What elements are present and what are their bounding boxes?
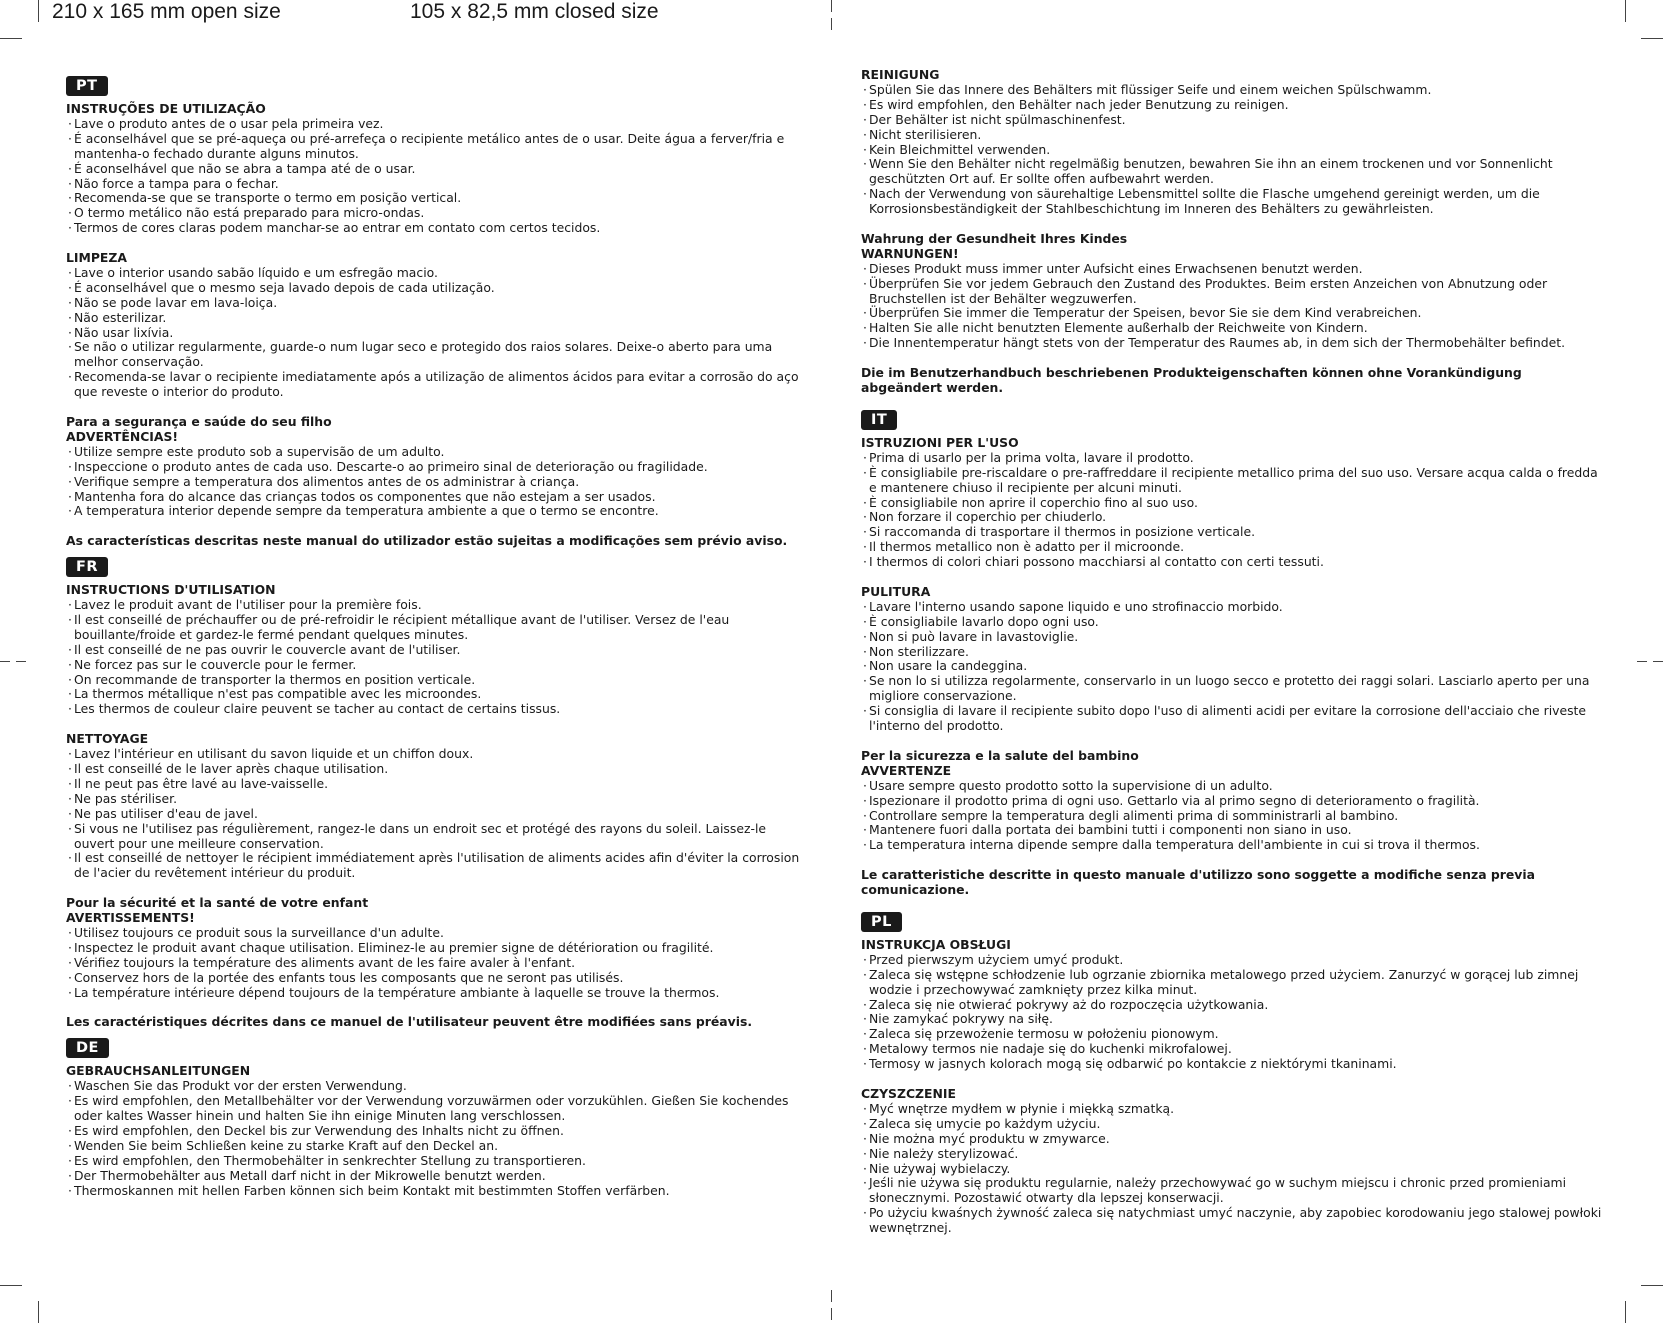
- cleaning-title: CZYSZCZENIE: [861, 1086, 956, 1101]
- cleaning-list: [861, 1102, 1606, 1236]
- list-item: · Es wird empfohlen, den Deckel bis zur Verwendung des Inhalts nicht zu öffnen.: [66, 1124, 806, 1139]
- list-item: · Recomenda-se que se transporte o termo em posição vertical.: [66, 191, 806, 206]
- instructions-title: ISTRUZIONI PER L'USO: [861, 434, 1019, 450]
- instructions-list: [66, 1079, 806, 1198]
- safety-title: Pour la sécurité et la santé de votre enfant: [66, 895, 369, 911]
- list-item: · La température intérieure dépend toujours de la température ambiante à laquelle se trouve la thermos.: [66, 986, 806, 1001]
- list-item: · A temperatura interior depende sempre da temperatura ambiente a que o termo se encontre.: [66, 504, 806, 519]
- fold-mark: [1653, 661, 1663, 662]
- instructions-title: INSTRUÇÕES DE UTILIZAÇÃO: [66, 101, 266, 116]
- list-item: · Non forzare il coperchio per chiuderlo.: [861, 510, 1606, 525]
- list-item: · Nie zamykać pokrywy na siłę.: [861, 1012, 1606, 1027]
- list-item: · Lave o produto antes de o usar pela primeira vez.: [66, 117, 806, 132]
- list-item: · Nie można myć produktu w zmywarce.: [861, 1132, 1606, 1147]
- list-item: · Il est conseillé de ne pas ouvrir le couvercle avant de l'utiliser.: [66, 643, 806, 658]
- fold-mark: [1637, 661, 1647, 662]
- list-item: · Kein Bleichmittel verwenden.: [861, 143, 1606, 158]
- instructions-list: [861, 451, 1606, 570]
- list-item: · Il thermos metallico non è adatto per il microonde.: [861, 540, 1606, 555]
- list-item: · Usare sempre questo prodotto sotto la supervisione di un adulto.: [861, 779, 1606, 794]
- crop-mark: [1641, 1285, 1663, 1286]
- list-item: · Ne pas stériliser.: [66, 792, 806, 807]
- list-item: · Non usare la candeggina.: [861, 659, 1606, 674]
- cleaning-list: [861, 83, 1606, 217]
- section-de-continued: [861, 68, 1606, 396]
- list-item: · Ispezionare il prodotto prima di ogni uso. Gettarlo via al primo segno di deterioramento o fragilità.: [861, 794, 1606, 809]
- list-item: · Nicht sterilisieren.: [861, 128, 1606, 143]
- section-pl: [861, 898, 1606, 1236]
- disclaimer-note: As características descritas neste manual do utilizador estão sujeitas a modificações sem prévio aviso.: [66, 533, 788, 549]
- list-item: · Si raccomanda di trasportare il thermos in posizione verticale.: [861, 525, 1606, 540]
- list-item: · Zaleca się przewożenie termosu w położeniu pionowym.: [861, 1027, 1606, 1042]
- list-item: · On recommande de transporter la thermos en position verticale.: [66, 673, 806, 688]
- instructions-list: [66, 117, 806, 236]
- list-item: · Verifique sempre a temperatura dos alimentos antes de os administrar à criança.: [66, 475, 806, 490]
- warnings-list: [861, 779, 1606, 854]
- list-item: · Se não o utilizar regularmente, guarde-o num lugar seco e protegido dos raios solares. Deixe-o aberto para uma melhor conservação.: [66, 340, 806, 370]
- language-badge-fr: FR: [66, 557, 108, 577]
- instructions-list: [861, 953, 1606, 1072]
- list-item: · I thermos di colori chiari possono macchiarsi al contatto con certi tessuti.: [861, 555, 1606, 570]
- list-item: · Waschen Sie das Produkt vor der ersten Verwendung.: [66, 1079, 806, 1094]
- list-item: · É aconselhável que se pré-aqueça ou pré-arrefeça o recipiente metálico antes de o usar. Deite água a ferver/fria e mantenha-o fechado durante alguns minutos.: [66, 132, 806, 162]
- list-item: · Zaleca się nie otwierać pokrywy aż do rozpoczęcia użytkowania.: [861, 998, 1606, 1013]
- fold-mark: [831, 18, 832, 30]
- language-badge-de: DE: [66, 1038, 109, 1058]
- list-item: · Inspeccione o produto antes de cada uso. Descarte-o ao primeiro sinal de deterioração ou fragilidade.: [66, 460, 806, 475]
- section-fr: [66, 549, 806, 1030]
- instructions-title: INSTRUCTIONS D'UTILISATION: [66, 582, 276, 598]
- crop-mark: [1625, 0, 1626, 22]
- list-item: · La temperatura interna dipende sempre dalla temperatura dell'ambiente in cui si trova il thermos.: [861, 838, 1606, 853]
- cleaning-title: PULITURA: [861, 583, 931, 599]
- list-item: · Il ne peut pas être lavé au lave-vaisselle.: [66, 777, 806, 792]
- cleaning-list: [861, 600, 1606, 734]
- crop-mark: [38, 1301, 39, 1323]
- safety-title: Wahrung der Gesundheit Ihres Kindes: [861, 230, 1128, 246]
- list-item: · Halten Sie alle nicht benutzten Elemente außerhalb der Reichweite von Kindern.: [861, 321, 1606, 336]
- list-item: · Zaleca się wstępne schłodzenie lub ogrzanie zbiornika metalowego przed użyciem. Zanurzyć w gorącej lub zimnej wodzie i przechowywać zamknięty przez kilka minut.: [861, 968, 1606, 998]
- list-item: · Não force a tampa para o fechar.: [66, 177, 806, 192]
- list-item: · Prima di usarlo per la prima volta, lavare il prodotto.: [861, 451, 1606, 466]
- list-item: · Lave o interior usando sabão líquido e um esfregão macio.: [66, 266, 806, 281]
- list-item: · Não se pode lavar em lava-loiça.: [66, 296, 806, 311]
- warnings-list: [66, 445, 806, 520]
- list-item: · Es wird empfohlen, den Metallbehälter vor der Verwendung vorzuwärmen oder vorzukühlen. Gießen Sie kochendes oder kaltes Wasser hinein und halten Sie ihn einige Minuten lang verschlossen.: [66, 1094, 806, 1124]
- list-item: · Il est conseillé de préchauffer ou de pré-refroidir le récipient métallique avant de l'utiliser. Versez de l'eau bouillante/froide et gardez-le fermé pendant quelques minutes.: [66, 613, 806, 643]
- list-item: · Si consiglia di lavare il recipiente subito dopo l'uso di alimenti acidi per evitare la corrosione dell'acciaio che riveste l'interno del prodotto.: [861, 704, 1606, 734]
- list-item: · Jeśli nie używa się produktu regularnie, należy przechowywać go w suchym miejscu i chronic przed promieniami słonecznymi. Pozostawić otwarty dla lepszej konserwacji.: [861, 1176, 1606, 1206]
- cleaning-title: REINIGUNG: [861, 67, 940, 82]
- list-item: · Conservez hors de la portée des enfants tous les composants que ne seront pas utilisés.: [66, 971, 806, 986]
- list-item: · Não esterilizar.: [66, 311, 806, 326]
- list-item: · Non sterilizzare.: [861, 645, 1606, 660]
- warnings-list: [66, 926, 806, 1001]
- list-item: · Thermoskannen mit hellen Farben können sich beim Kontakt mit bestimmten Stoffen verfärben.: [66, 1184, 806, 1199]
- list-item: · É aconselhável que não se abra a tampa até de o usar.: [66, 162, 806, 177]
- list-item: · É aconselhável que o mesmo seja lavado depois de cada utilização.: [66, 281, 806, 296]
- right-column: [861, 68, 1606, 1236]
- list-item: · Termosy w jasnych kolorach mogą się odbarwić po kontakcie z niektórymi tkaninami.: [861, 1057, 1606, 1072]
- list-item: · Lavare l'interno usando sapone liquido e uno strofinaccio morbido.: [861, 600, 1606, 615]
- cleaning-title: NETTOYAGE: [66, 731, 149, 747]
- list-item: · Mantenere fuori dalla portata dei bambini tutti i componenti non siano in uso.: [861, 823, 1606, 838]
- crop-mark: [38, 0, 39, 22]
- list-item: · Der Behälter ist nicht spülmaschinenfest.: [861, 113, 1606, 128]
- list-item: · Die Innentemperatur hängt stets von der Temperatur des Raumes ab, in dem sich der Thermobehälter befindet.: [861, 336, 1606, 351]
- list-item: · Inspectez le produit avant chaque utilisation. Eliminez-le au premier signe de détérioration ou fragilité.: [66, 941, 806, 956]
- warnings-title: AVVERTENZE: [861, 762, 952, 778]
- fold-mark: [831, 1308, 832, 1320]
- language-badge-pt: PT: [66, 76, 108, 96]
- list-item: · È consigliabile non aprire il coperchio fino al suo uso.: [861, 496, 1606, 511]
- list-item: · Les thermos de couleur claire peuvent se tacher au contact de certains tissus.: [66, 702, 806, 717]
- list-item: · Po użyciu kwaśnych żywność zaleca się natychmiast umyć naczynie, aby zapobiec korodowaniu jego stalowej powłoki wewnętrznej.: [861, 1206, 1606, 1236]
- crop-mark: [0, 1285, 22, 1286]
- safety-title: Per la sicurezza e la salute del bambino: [861, 747, 1139, 763]
- cleaning-title: LIMPEZA: [66, 250, 127, 266]
- safety-title: Para a segurança e saúde do seu filho: [66, 414, 332, 429]
- cleaning-list: [66, 747, 806, 881]
- disclaimer-note: Les caractéristiques décrites dans ce manuel de l'utilisateur peuvent être modifiées sans préavis.: [66, 1014, 753, 1030]
- cleaning-list: [66, 266, 806, 400]
- warnings-title: ADVERTÊNCIAS!: [66, 428, 179, 444]
- list-item: · Utilisez toujours ce produit sous la surveillance d'un adulte.: [66, 926, 806, 941]
- warnings-title: AVERTISSEMENTS!: [66, 910, 195, 926]
- list-item: · È consigliabile lavarlo dopo ogni uso.: [861, 615, 1606, 630]
- list-item: · Es wird empfohlen, den Thermobehälter in senkrechter Stellung zu transportieren.: [66, 1154, 806, 1169]
- list-item: · Lavez le produit avant de l'utiliser pour la première fois.: [66, 598, 806, 613]
- crop-mark: [0, 38, 22, 39]
- closed-size-label: 105 x 82,5 mm closed size: [410, 0, 659, 23]
- list-item: · Il est conseillé de nettoyer le récipient immédiatement après l'utilisation de aliments acides afin d'éviter la corrosion de l'acier du revêtement intérieur du produit.: [66, 851, 806, 881]
- left-column: [66, 68, 806, 1198]
- instructions-title: INSTRUKCJA OBSŁUGI: [861, 936, 1011, 952]
- list-item: · La thermos métallique n'est pas compatible avec les microondes.: [66, 687, 806, 702]
- fold-mark: [831, 0, 832, 12]
- instructions-title: GEBRAUCHSANLEITUNGEN: [66, 1063, 251, 1079]
- list-item: · Se non lo si utilizza regolarmente, conservarlo in un luogo secco e protetto dei raggi solari. Lasciarlo aperto per una migliore conservazione.: [861, 674, 1606, 704]
- fold-mark: [0, 661, 10, 662]
- list-item: · Myć wnętrze mydłem w płynie i miękką szmatką.: [861, 1102, 1606, 1117]
- list-item: · Wenn Sie den Behälter nicht regelmäßig benutzen, bewahren Sie ihn an einem trockenen und vor Sonnenlicht geschützten Ort auf. Er sollte offen aufbewahrt werden.: [861, 157, 1606, 187]
- list-item: · Lavez l'intérieur en utilisant du savon liquide et un chiffon doux.: [66, 747, 806, 762]
- list-item: · Utilize sempre este produto sob a supervisão de um adulto.: [66, 445, 806, 460]
- warnings-list: [861, 262, 1606, 351]
- list-item: · Nie używaj wybielaczy.: [861, 1162, 1606, 1177]
- list-item: · Spülen Sie das Innere des Behälters mit flüssiger Seife und einem weichen Spülschwamm.: [861, 83, 1606, 98]
- list-item: · Wenden Sie beim Schließen keine zu starke Kraft auf den Deckel an.: [66, 1139, 806, 1154]
- list-item: · Recomenda-se lavar o recipiente imediatamente após a utilização de alimentos ácidos para evitar a corrosão do aço que reveste o interior do produto.: [66, 370, 806, 400]
- list-item: · Termos de cores claras podem manchar-se ao entrar em contato com certos tecidos.: [66, 221, 806, 236]
- list-item: · Vérifiez toujours la température des aliments avant de les faire avaler à l'enfant.: [66, 956, 806, 971]
- open-size-label: 210 x 165 mm open size: [52, 0, 281, 23]
- language-badge-pl: PL: [861, 912, 902, 932]
- crop-mark: [1625, 1301, 1626, 1323]
- list-item: · Zaleca się umycie po każdym użyciu.: [861, 1117, 1606, 1132]
- list-item: · Przed pierwszym użyciem umyć produkt.: [861, 953, 1606, 968]
- list-item: · Dieses Produkt muss immer unter Aufsicht eines Erwachsenen benutzt werden.: [861, 262, 1606, 277]
- list-item: · Überprüfen Sie vor jedem Gebrauch den Zustand des Produktes. Beim ersten Anzeichen von Abnutzung oder Bruchstellen ist der Behälter wegzuwerfen.: [861, 277, 1606, 307]
- language-badge-it: IT: [861, 410, 897, 430]
- fold-mark: [16, 661, 26, 662]
- list-item: · Controllare sempre la temperatura degli alimenti prima di somministrarli al bambino.: [861, 809, 1606, 824]
- fold-mark: [831, 1290, 832, 1302]
- warnings-title: WARNUNGEN!: [861, 245, 959, 261]
- list-item: · È consigliabile pre-riscaldare o pre-raffreddare il recipiente metallico prima del suo uso. Versare acqua calda o fredda e mantenere chiuso il recipiente per alcuni minuti.: [861, 466, 1606, 496]
- section-pt: [66, 68, 806, 549]
- list-item: · Não usar lixívia.: [66, 326, 806, 341]
- section-de: [66, 1030, 806, 1198]
- list-item: · Der Thermobehälter aus Metall darf nicht in der Mikrowelle benutzt werden.: [66, 1169, 806, 1184]
- list-item: · Metalowy termos nie nadaje się do kuchenki mikrofalowej.: [861, 1042, 1606, 1057]
- crop-mark: [1641, 38, 1663, 39]
- list-item: · Si vous ne l'utilisez pas régulièrement, rangez-le dans un endroit sec et protégé des rayons du soleil. Laissez-le ouvert pour une meilleure conservation.: [66, 822, 806, 852]
- disclaimer-note: Le caratteristiche descritte in questo manuale d'utilizzo sono soggette a modifiche senza previa comunicazione.: [861, 867, 1535, 898]
- section-it: [861, 396, 1606, 898]
- list-item: · Ne forcez pas sur le couvercle pour le fermer.: [66, 658, 806, 673]
- instructions-list: [66, 598, 806, 717]
- list-item: · Nach der Verwendung von säurehaltige Lebensmittel sollte die Flasche umgehend gereinigt werden, um die Korrosionsbeständigkeit der Stahlbeschichtung im Inneren des Behälters zu gewährleisten.: [861, 187, 1606, 217]
- list-item: · Ne pas utiliser d'eau de javel.: [66, 807, 806, 822]
- list-item: · Il est conseillé de le laver après chaque utilisation.: [66, 762, 806, 777]
- disclaimer-note: Die im Benutzerhandbuch beschriebenen Produkteigenschaften können ohne Vorankündigung abgeändert werden.: [861, 365, 1522, 395]
- list-item: · Mantenha fora do alcance das crianças todos os componentes que não estejam a ser usados.: [66, 490, 806, 505]
- list-item: · Überprüfen Sie immer die Temperatur der Speisen, bevor Sie sie dem Kind verabreichen.: [861, 306, 1606, 321]
- list-item: · Non si può lavare in lavastoviglie.: [861, 630, 1606, 645]
- list-item: · Es wird empfohlen, den Behälter nach jeder Benutzung zu reinigen.: [861, 98, 1606, 113]
- list-item: · O termo metálico não está preparado para micro-ondas.: [66, 206, 806, 221]
- list-item: · Nie należy sterylizować.: [861, 1147, 1606, 1162]
